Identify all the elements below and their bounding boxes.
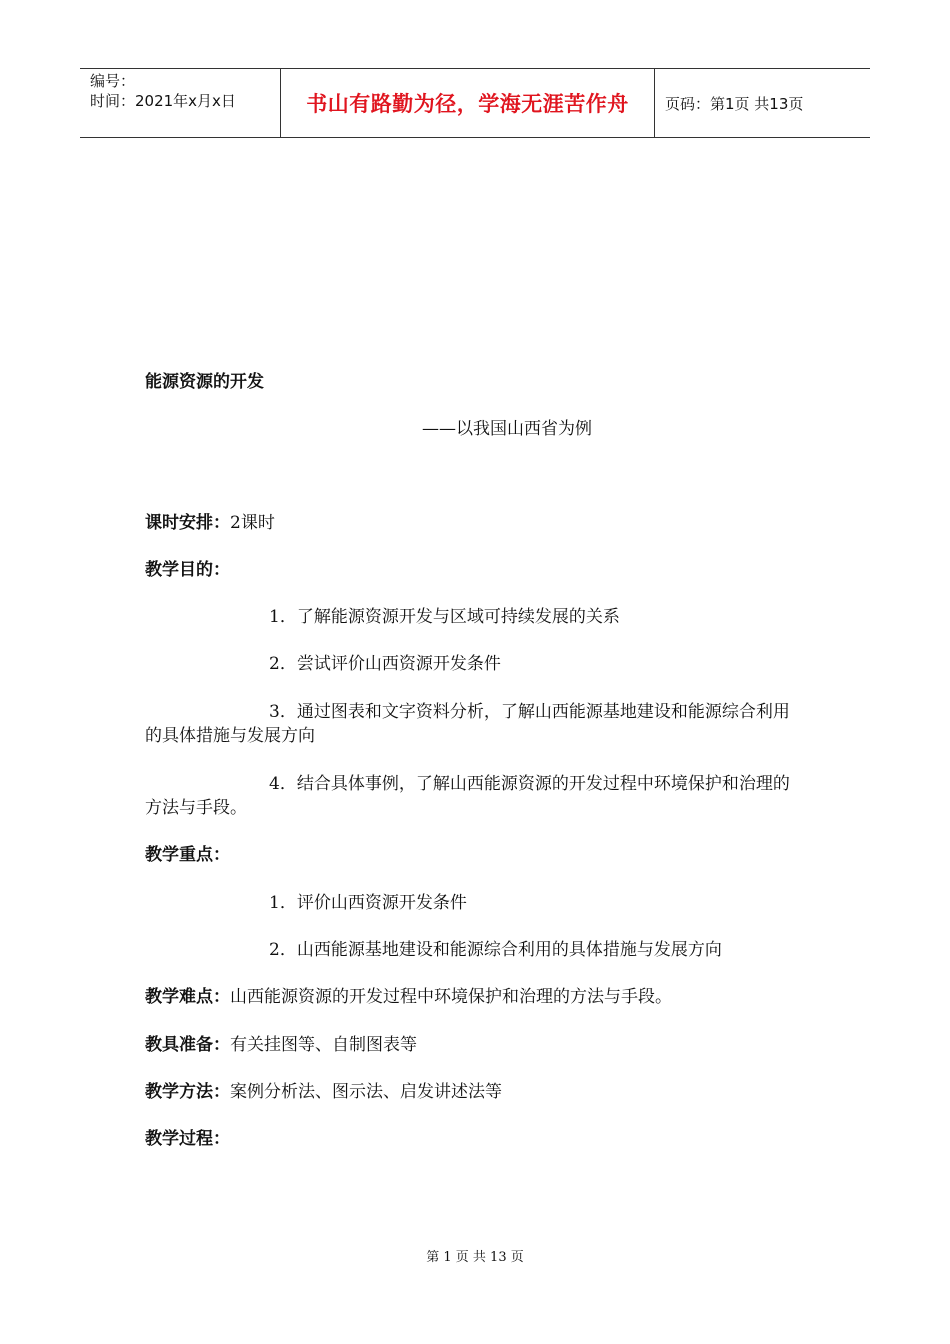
objective-item-3: 3．通过图表和文字资料分析，了解山西能源基地建设和能源综合利用的具体措施与发展方向: [145, 702, 790, 746]
header-page-info: 页码：第1页 共13页: [665, 94, 804, 113]
keypoint-item-2: 2．山西能源基地建设和能源综合利用的具体措施与发展方向: [269, 940, 722, 960]
objective-item-4: 4．结合具体事例，了解山西能源资源的开发过程中环境保护和治理的方法与手段。: [145, 774, 790, 818]
difficulty-line: [145, 985, 672, 1009]
methods-label: 教学方法：: [145, 1082, 230, 1102]
number-label: 编号：: [90, 72, 136, 90]
difficulty-value: 山西能源资源的开发过程中环境保护和治理的方法与手段。: [230, 987, 672, 1007]
process-label: 教学过程：: [145, 1129, 230, 1149]
keypoint-item-1: 1．评价山西资源开发条件: [269, 893, 467, 913]
schedule-label: 课时安排：: [145, 513, 230, 533]
methods-line: [145, 1080, 502, 1104]
header-meta: [80, 69, 281, 137]
objective-item-1: 1．了解能源资源开发与区域可持续发展的关系: [269, 607, 620, 627]
tools-line: [145, 1033, 417, 1057]
schedule-value: 2课时: [230, 513, 275, 533]
methods-value: 案例分析法、图示法、启发讲述法等: [230, 1082, 502, 1102]
objective-item-2: 2．尝试评价山西资源开发条件: [269, 654, 501, 674]
keypoints-label: 教学重点：: [145, 845, 230, 865]
tools-value: 有关挂图等、自制图表等: [230, 1035, 417, 1055]
time-label: 时间：2021年x月x日: [90, 92, 236, 110]
tools-label: 教具准备：: [145, 1035, 230, 1055]
doc-subtitle: ——以我国山西省为例: [422, 419, 592, 439]
schedule-line: [145, 511, 275, 535]
page-footer: 第 1 页 共 13 页: [426, 1250, 524, 1265]
objectives-label: 教学目的：: [145, 560, 230, 580]
page-header: [80, 68, 870, 138]
doc-title: 能源资源的开发: [145, 372, 264, 392]
difficulty-label: 教学难点：: [145, 987, 230, 1007]
header-motto: 书山有路勤为径，学海无涯苦作舟: [281, 69, 655, 137]
